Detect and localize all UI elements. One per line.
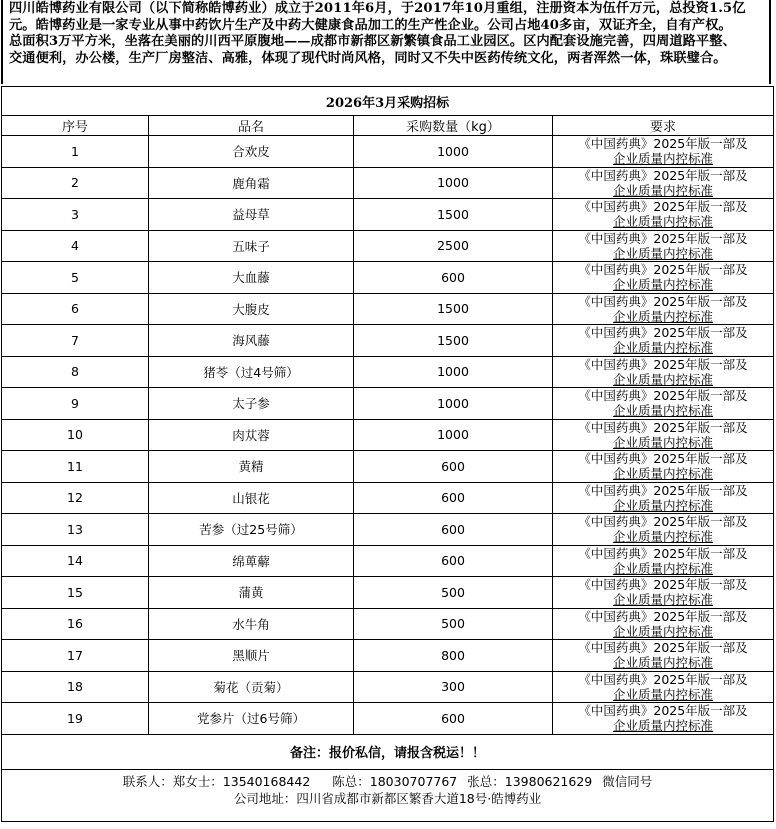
requirement-line-2: 企业质量内控标准	[613, 151, 714, 167]
table-row	[2, 577, 774, 609]
row-no: 4	[2, 230, 149, 262]
row-requirement	[553, 356, 774, 388]
requirement-line-1: 《中国药典》2025年版一部及	[578, 199, 748, 215]
intro-line: 四川皓博药业有限公司（以下简称皓博药业）成立于2011年6月，于2017年10月重组，注册资本为伍仟万元，总投资1.5亿	[9, 1, 746, 16]
row-requirement	[553, 608, 774, 640]
row-no: 19	[2, 703, 149, 735]
row-name: 黄精	[149, 451, 354, 483]
row-name: 水牛角	[149, 608, 354, 640]
row-requirement	[553, 577, 774, 609]
requirement-line-2: 企业质量内控标准	[613, 529, 714, 545]
company-address: 公司地址：四川省成都市新都区繁香大道18号·皓博药业	[233, 790, 542, 806]
requirement-line-2: 企业质量内控标准	[613, 623, 714, 639]
row-qty: 2500	[354, 230, 553, 262]
table-row	[2, 608, 774, 640]
row-no: 7	[2, 325, 149, 357]
requirement-line-2: 企业质量内控标准	[613, 655, 714, 671]
row-name: 猪苓（过4号筛）	[149, 356, 354, 388]
row-requirement	[553, 703, 774, 735]
row-requirement	[553, 545, 774, 577]
table-title: 2026年3月采购招标	[2, 87, 774, 116]
row-no: 12	[2, 482, 149, 514]
table-row	[2, 640, 774, 672]
table-row	[2, 545, 774, 577]
requirement-line-2: 企业质量内控标准	[613, 182, 714, 198]
contact-person-2: 陈总：18030707767	[332, 773, 458, 789]
row-name: 苦参（过25号筛）	[149, 514, 354, 546]
row-requirement	[553, 230, 774, 262]
row-qty: 600	[354, 703, 553, 735]
row-qty: 1000	[354, 136, 553, 168]
table-row	[2, 230, 774, 262]
requirement-line-2: 企业质量内控标准	[613, 592, 714, 608]
table-row	[2, 671, 774, 703]
row-qty: 1500	[354, 325, 553, 357]
requirement-line-2: 企业质量内控标准	[613, 686, 714, 702]
row-requirement	[553, 199, 774, 231]
table-row	[2, 262, 774, 294]
row-requirement	[553, 419, 774, 451]
row-name: 蒲黄	[149, 577, 354, 609]
table-row	[2, 356, 774, 388]
contact-phones	[2, 773, 773, 790]
row-qty: 600	[354, 482, 553, 514]
table-row	[2, 482, 774, 514]
table-row	[2, 167, 774, 199]
intro-line: 交通便利，办公楼，生产厂房整洁、高雅，体现了现代时尚风格，同时又不失中医药传统文化，两者浑然一体，珠联璧合。	[9, 50, 727, 66]
requirement-line-1: 《中国药典》2025年版一部及	[578, 514, 748, 530]
requirement-line-1: 《中国药典》2025年版一部及	[578, 608, 748, 624]
row-qty: 500	[354, 608, 553, 640]
table-row	[2, 199, 774, 231]
row-no: 2	[2, 167, 149, 199]
row-qty: 600	[354, 545, 553, 577]
requirement-line-1: 《中国药典》2025年版一部及	[578, 262, 748, 278]
table-row	[2, 703, 774, 735]
requirement-line-1: 《中国药典》2025年版一部及	[578, 577, 748, 593]
row-qty: 600	[354, 451, 553, 483]
header-name: 品名	[149, 116, 354, 136]
contact-info	[2, 769, 774, 821]
requirement-line-2: 企业质量内控标准	[613, 403, 714, 419]
row-requirement	[553, 325, 774, 357]
row-requirement	[553, 640, 774, 672]
contact-label: 联系人：	[122, 773, 173, 789]
row-requirement	[553, 514, 774, 546]
row-requirement	[553, 167, 774, 199]
requirement-line-2: 企业质量内控标准	[613, 214, 714, 230]
wechat-note: 微信同号	[602, 773, 653, 789]
requirement-line-1: 《中国药典》2025年版一部及	[578, 419, 748, 435]
row-qty: 300	[354, 671, 553, 703]
requirement-line-1: 《中国药典》2025年版一部及	[578, 545, 748, 561]
row-no: 14	[2, 545, 149, 577]
requirement-line-1: 《中国药典》2025年版一部及	[578, 451, 748, 467]
row-no: 6	[2, 293, 149, 325]
table-row	[2, 388, 774, 420]
row-name: 党参片（过6号筛）	[149, 703, 354, 735]
row-qty: 600	[354, 514, 553, 546]
row-no: 16	[2, 608, 149, 640]
row-requirement	[553, 451, 774, 483]
row-qty: 800	[354, 640, 553, 672]
row-name: 黑顺片	[149, 640, 354, 672]
row-no: 15	[2, 577, 149, 609]
row-requirement	[553, 262, 774, 294]
table-row	[2, 419, 774, 451]
table-title-row	[2, 87, 774, 116]
row-qty: 1000	[354, 167, 553, 199]
requirement-line-1: 《中国药典》2025年版一部及	[578, 640, 748, 656]
requirement-line-2: 企业质量内控标准	[613, 308, 714, 324]
row-name: 山银花	[149, 482, 354, 514]
row-no: 1	[2, 136, 149, 168]
note-text: 备注：报价私信，请报含税运！！	[2, 734, 774, 769]
contact-row	[2, 769, 774, 821]
requirement-line-1: 《中国药典》2025年版一部及	[578, 325, 748, 341]
row-qty: 500	[354, 577, 553, 609]
requirement-line-1: 《中国药典》2025年版一部及	[578, 230, 748, 246]
contact-person-1: 郑女士：13540168442	[172, 773, 311, 789]
requirement-line-1: 《中国药典》2025年版一部及	[578, 356, 748, 372]
row-requirement	[553, 482, 774, 514]
row-qty: 1000	[354, 419, 553, 451]
table-row	[2, 451, 774, 483]
row-name: 绵萆薢	[149, 545, 354, 577]
row-qty: 1000	[354, 388, 553, 420]
row-name: 鹿角霜	[149, 167, 354, 199]
row-name: 肉苁蓉	[149, 419, 354, 451]
contact-person-3: 张总：13980621629	[467, 773, 593, 789]
row-name: 大血藤	[149, 262, 354, 294]
row-no: 5	[2, 262, 149, 294]
procurement-table	[1, 86, 774, 822]
row-no: 3	[2, 199, 149, 231]
header-requirement: 要求	[553, 116, 774, 136]
row-qty: 600	[354, 262, 553, 294]
table-body	[2, 136, 774, 735]
row-no: 11	[2, 451, 149, 483]
row-requirement	[553, 293, 774, 325]
requirement-line-2: 企业质量内控标准	[613, 434, 714, 450]
row-qty: 1500	[354, 293, 553, 325]
requirement-line-2: 企业质量内控标准	[613, 466, 714, 482]
row-no: 9	[2, 388, 149, 420]
requirement-line-2: 企业质量内控标准	[613, 340, 714, 356]
table-row	[2, 136, 774, 168]
requirement-line-2: 企业质量内控标准	[613, 497, 714, 513]
row-name: 合欢皮	[149, 136, 354, 168]
requirement-line-1: 《中国药典》2025年版一部及	[578, 703, 748, 719]
row-name: 益母草	[149, 199, 354, 231]
intro-line: 总面积3万平方米，坐落在美丽的川西平原腹地——成都市新都区新繁镇食品工业园区。区内配套设施完善，四周道路平整、	[9, 34, 736, 49]
requirement-line-1: 《中国药典》2025年版一部及	[578, 293, 748, 309]
row-requirement	[553, 136, 774, 168]
table-row	[2, 325, 774, 357]
requirement-line-1: 《中国药典》2025年版一部及	[578, 167, 748, 183]
row-no: 17	[2, 640, 149, 672]
header-qty: 采购数量（kg）	[354, 116, 553, 136]
row-no: 10	[2, 419, 149, 451]
requirement-line-2: 企业质量内控标准	[613, 371, 714, 387]
row-name: 大腹皮	[149, 293, 354, 325]
requirement-line-2: 企业质量内控标准	[613, 560, 714, 576]
row-no: 18	[2, 671, 149, 703]
table-row	[2, 293, 774, 325]
requirement-line-2: 企业质量内控标准	[613, 277, 714, 293]
row-requirement	[553, 388, 774, 420]
row-no: 8	[2, 356, 149, 388]
table-header-row	[2, 116, 774, 136]
table-row	[2, 514, 774, 546]
row-name: 太子参	[149, 388, 354, 420]
requirement-line-2: 企业质量内控标准	[613, 245, 714, 261]
requirement-line-1: 《中国药典》2025年版一部及	[578, 671, 748, 687]
row-qty: 1500	[354, 199, 553, 231]
row-name: 菊花（贡菊）	[149, 671, 354, 703]
intro-line: 元。皓博药业是一家专业从事中药饮片生产及中药大健康食品加工的生产性企业。公司占地40多亩，双证齐全，自有产权。	[9, 17, 732, 33]
company-intro	[1, 0, 771, 84]
requirement-line-1: 《中国药典》2025年版一部及	[578, 482, 748, 498]
requirement-line-2: 企业质量内控标准	[613, 718, 714, 734]
header-no: 序号	[2, 116, 149, 136]
requirement-line-1: 《中国药典》2025年版一部及	[578, 388, 748, 404]
row-name: 五味子	[149, 230, 354, 262]
requirement-line-1: 《中国药典》2025年版一部及	[578, 136, 748, 152]
note-row	[2, 734, 774, 769]
row-requirement	[553, 671, 774, 703]
row-qty: 1000	[354, 356, 553, 388]
row-no: 13	[2, 514, 149, 546]
row-name: 海风藤	[149, 325, 354, 357]
